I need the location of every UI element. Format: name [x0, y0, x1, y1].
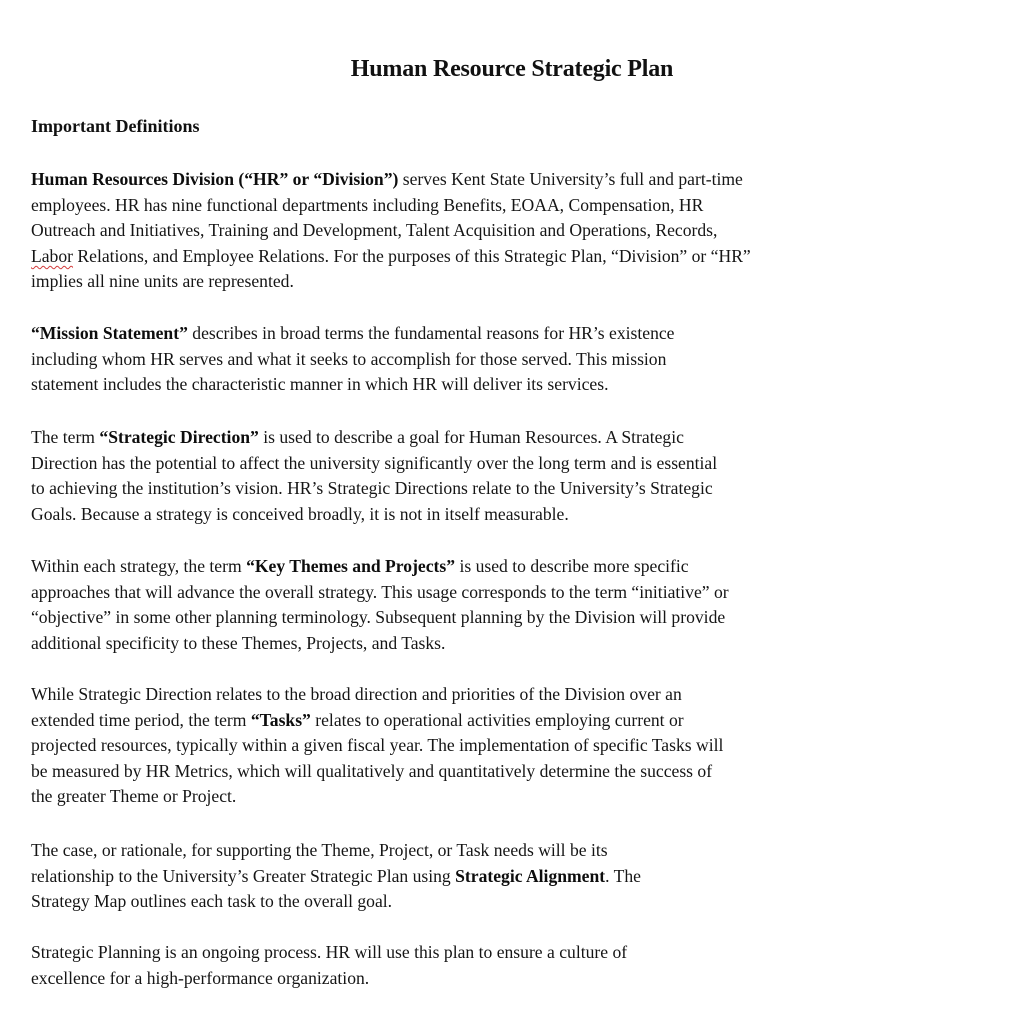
text-line: Strategy Map outlines each task to the overall goal.: [31, 891, 393, 912]
text-line: Direction has the potential to affect the university significantly over the long term and is essential: [31, 452, 718, 473]
text-line: the greater Theme or Project.: [31, 786, 237, 807]
text-line: statement includes the characteristic manner in which HR will deliver its services.: [31, 374, 609, 395]
text-line: projected resources, typically within a given fiscal year. The implementation of specific Tasks will: [31, 735, 724, 756]
text-line: including whom HR serves and what it seeks to accomplish for those served. This mission: [31, 348, 667, 369]
paragraph-strategic-alignment: [31, 838, 991, 915]
spellcheck-flagged-word[interactable]: Labor: [31, 245, 74, 266]
paragraph-key-themes: [31, 554, 991, 656]
text-line: to achieving the institution’s vision. HR’s Strategic Directions relate to the University’s Strategic: [31, 478, 713, 499]
text-line: The case, or rationale, for supporting the Theme, Project, or Task needs will be its: [31, 840, 608, 860]
defined-term: Human Resources Division (“HR” or “Division”): [31, 169, 399, 189]
text-line: employees. HR has nine functional departments including Benefits, EOAA, Compensation, HR: [31, 194, 704, 215]
text-line: relationship to the University’s Greater Strategic Plan using Strategic Alignment. The: [31, 865, 641, 886]
paragraph-strategic-direction: [31, 425, 991, 527]
text-line: Labor Relations, and Employee Relations. For the purposes of this Strategic Plan, “Division” or “HR”: [31, 245, 751, 266]
defined-term: “Mission Statement”: [31, 323, 188, 343]
defined-term: “Key Themes and Projects”: [246, 556, 456, 576]
text-line: extended time period, the term “Tasks” relates to operational activities employing current or: [31, 709, 684, 730]
document-title: Human Resource Strategic Plan: [350, 56, 674, 82]
paragraph-ongoing-process: [31, 940, 991, 991]
paragraph-tasks: [31, 682, 991, 810]
text-line: Strategic Planning is an ongoing process. HR will use this plan to ensure a culture of: [31, 942, 628, 962]
text-line: Outreach and Initiatives, Training and Development, Talent Acquisition and Operations, Records,: [31, 220, 718, 241]
text-line: excellence for a high-performance organization.: [31, 967, 370, 988]
paragraph-hr-division: [31, 167, 991, 295]
text-line: implies all nine units are represented.: [31, 271, 294, 292]
section-heading: Important Definitions: [31, 116, 200, 136]
text-line: additional specificity to these Themes, Projects, and Tasks.: [31, 632, 446, 653]
text-line: be measured by HR Metrics, which will qualitatively and quantitatively determine the success of: [31, 760, 713, 781]
text-line: Human Resources Division (“HR” or “Division”) serves Kent State University’s full and part-time: [31, 169, 743, 189]
text-line: “objective” in some other planning terminology. Subsequent planning by the Division will provide: [31, 607, 726, 628]
defined-term: “Tasks”: [250, 709, 311, 730]
paragraph-mission-statement: [31, 321, 991, 398]
text-line: Goals. Because a strategy is conceived broadly, it is not in itself measurable.: [31, 503, 569, 524]
defined-term: Strategic Alignment: [455, 865, 606, 886]
defined-term: “Strategic Direction”: [99, 427, 259, 447]
text-line: Within each strategy, the term “Key Themes and Projects” is used to describe more specific: [31, 556, 689, 576]
text-line: “Mission Statement” describes in broad terms the fundamental reasons for HR’s existence: [31, 323, 675, 343]
text-line: approaches that will advance the overall strategy. This usage corresponds to the term “initiative” or: [31, 581, 729, 602]
text-line: While Strategic Direction relates to the broad direction and priorities of the Division over an: [31, 684, 682, 704]
text-line: The term “Strategic Direction” is used to describe a goal for Human Resources. A Strategic: [31, 427, 684, 447]
